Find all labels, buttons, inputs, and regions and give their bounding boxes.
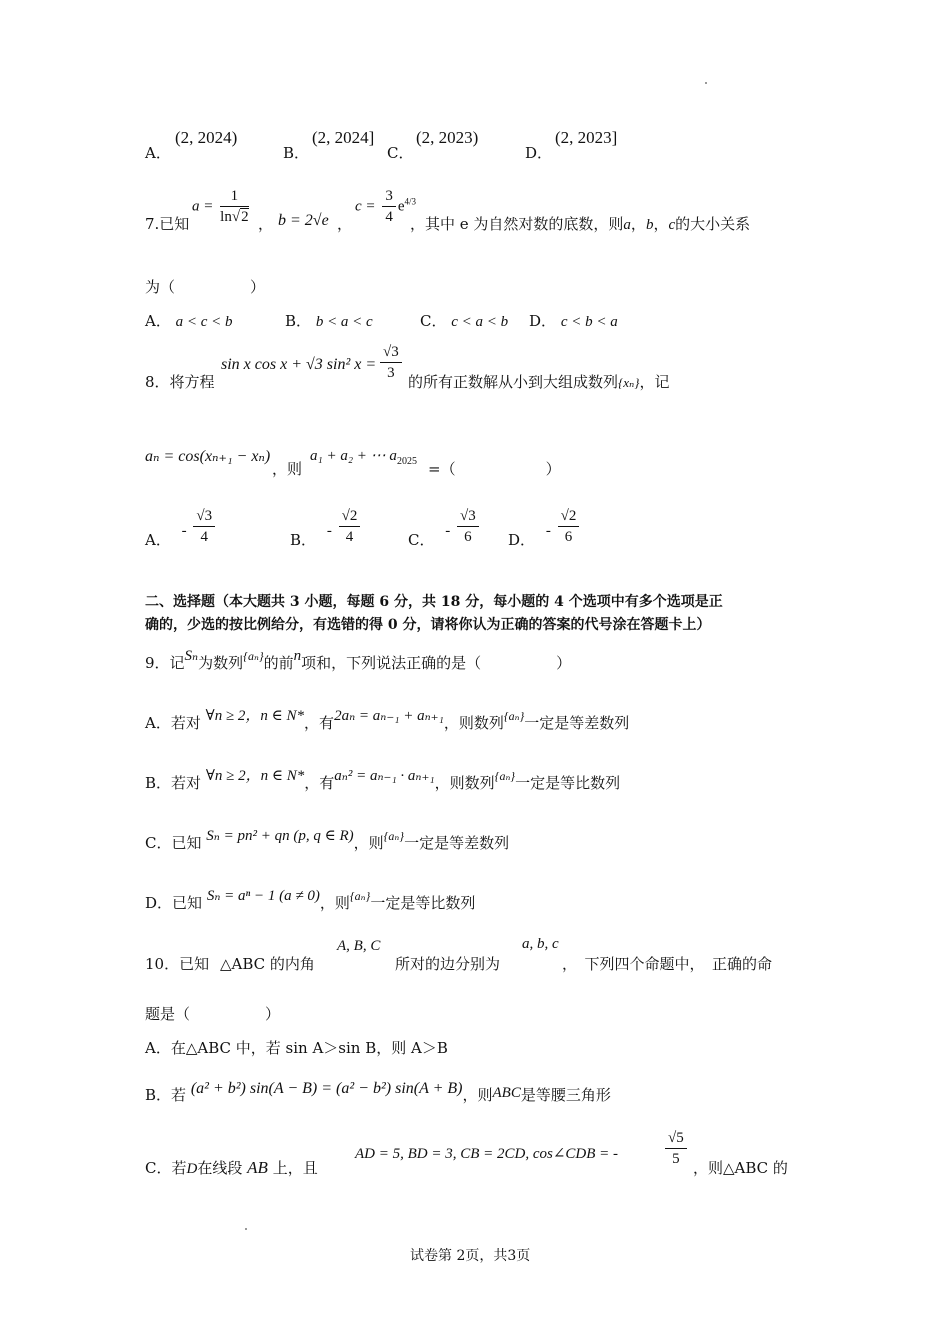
q6-option-b-value: (2, 2024] [312, 128, 375, 147]
q10-suffix: ， 下列四个命题中， 正确的命 [562, 955, 773, 973]
q7-c-lhs: c = [355, 198, 376, 215]
q8-equation: sin x cos x + √3 sin² x = [221, 356, 377, 373]
scan-speck [705, 82, 707, 84]
q7-a-lhs: a = [192, 198, 214, 215]
q8-option-a: A． - $\frac{√3}{4}$ [145, 506, 217, 547]
sqrt-icon: √ [231, 209, 241, 225]
q8-rhs-numerator: √3 [380, 342, 402, 363]
q10-option-c-fraction: $\frac{√5}{5}$ [663, 1128, 689, 1169]
q9-option-a: A．若对 ∀n ≥ 2，n ∈ N*，有2aₙ = aₙ₋₁ + aₙ₊₁，则数列$^{\{a_n\}}$一定是等差数列 [145, 708, 630, 732]
q8-sum: a₁ + a₂ + ⋯ $a_{2025}$ [310, 448, 417, 467]
q9-stem: 9．记Sₙ为数列$^{\{a_n\}}$的前n项和，下列说法正确的是（ ） [145, 648, 572, 672]
q8-option-d: D． - $\frac{√2}{6}$ [508, 506, 581, 547]
q8-tail: =（ ） [428, 460, 561, 478]
q7-option-c: C． c < a < b [420, 312, 509, 330]
q7-var-b: b [645, 217, 654, 233]
q8-rhs-fraction [378, 342, 404, 383]
q7-a-denominator: ln√2 [220, 209, 249, 225]
q10-sides: a, b, c [522, 936, 559, 952]
q7-c-fraction [382, 186, 396, 227]
q7-c-exponent: 4/3 [404, 196, 416, 207]
q6-option-d-value: (2, 2023] [555, 128, 618, 147]
q7-prefix: 7.已知 [145, 215, 190, 233]
q8-option-c: C． - $\frac{√3}{6}$ [408, 506, 481, 547]
q10-mid: 所对的边分别为 [395, 955, 501, 973]
section2-heading-line2: 确的，少选的按比例给分，有选错的得 0 分，请将你认为正确的答案的代号涂在答题卡上） [145, 617, 711, 633]
q8-sequence: {xₙ} [618, 375, 640, 390]
q9-n: n [293, 648, 302, 664]
q10-option-a: A．在△ABC 中，若 sin A＞sin B，则 A＞B [145, 1039, 448, 1057]
q7-sep1: ， [258, 215, 274, 233]
q6-option-d-label: D． [525, 144, 553, 162]
q8-prefix: 8．将方程 [145, 373, 215, 391]
q10-option-c-end: ，则△ABC 的 [693, 1159, 788, 1177]
q6-option-a-label: A． [145, 144, 171, 162]
q10-option-c: C．若D在线段 AB 上，且 [145, 1158, 318, 1177]
q10-triangle: △ABC 的内角 [220, 955, 315, 973]
q6-option-a-value: (2, 2024) [175, 128, 238, 147]
q7-line2: 为（ ） [145, 278, 266, 296]
q8-option-b: B． - $\frac{√2}{4}$ [290, 506, 362, 547]
q7-option-d: D． c < b < a [529, 312, 618, 330]
q7-a-definition [192, 186, 251, 227]
q7-c-numerator: 3 [382, 186, 396, 207]
q7-c-definition [355, 186, 416, 227]
q7-var-a: a [623, 217, 631, 233]
q6-option-b-label: B． [283, 144, 310, 162]
q7-var-c: c [668, 217, 676, 233]
q9-option-b: B．若对 ∀n ≥ 2，n ∈ N*，有aₙ² = aₙ₋₁ · aₙ₊₁，则数列$^{\{a_n\}}$一定是等比数列 [145, 768, 621, 792]
q8-middle: 的所有正数解从小到大组成数列{xₙ}，记 [408, 373, 670, 391]
q6-option-c-label: C． [387, 144, 414, 162]
q10-line2: 题是（ ） [145, 1005, 281, 1023]
q7-middle-text: ，其中 e 为自然对数的底数，则a，b，c的大小关系 [410, 215, 751, 233]
q10-prefix: 10．已知 [145, 955, 210, 973]
q9-option-d: D．已知 Sₙ = aⁿ − 1 (a ≠ 0)，则$^{\{a_n\}}$一定是等比数列 [145, 888, 476, 912]
q7-sep2: ， [337, 215, 353, 233]
q8-rhs-denominator: 3 [387, 365, 395, 381]
q8-then: ，则 [272, 460, 303, 478]
q7-a-fraction [220, 186, 248, 227]
q10-angles: A, B, C [337, 938, 381, 954]
q7-c-base: e [397, 198, 405, 215]
q6-option-c-value: (2, 2023) [416, 128, 479, 147]
q7-a-numerator: 1 [220, 186, 248, 207]
q7-option-a: A． a < c < b [145, 312, 233, 330]
q10-option-c-conditions: AD = 5, BD = 3, CB = 2CD, cos∠CDB = - [355, 1146, 619, 1162]
q7-b-definition: b = 2√e [278, 212, 329, 229]
q8-sum-subscript: 2025 [396, 456, 417, 467]
q10-option-b: B．若 (a² + b²) sin(A − B) = (a² − b²) sin(A + B)，则ABC是等腰三角形 [145, 1080, 611, 1104]
q7-c-denominator: 4 [385, 209, 393, 225]
q9-option-c: C．已知 Sₙ = pn² + qn (p, q ∈ R)，则$^{\{a_n\}}$一定是等差数列 [145, 828, 510, 852]
q9-sn: Sₙ [184, 648, 199, 664]
scan-speck [245, 1228, 247, 1230]
q7-option-b: B． b < a < c [285, 312, 373, 330]
section2-heading-line1: 二、选择题（本大题共 3 小题，每题 6 分，共 18 分，每小题的 4 个选项中有多个选项是正 [145, 594, 723, 610]
q9-seq: {aₙ} [243, 649, 264, 663]
page-footer: 试卷第 2页，共3页 [410, 1248, 531, 1264]
q8-definition: aₙ = cos(xₙ₊₁ − xₙ) [145, 448, 271, 465]
